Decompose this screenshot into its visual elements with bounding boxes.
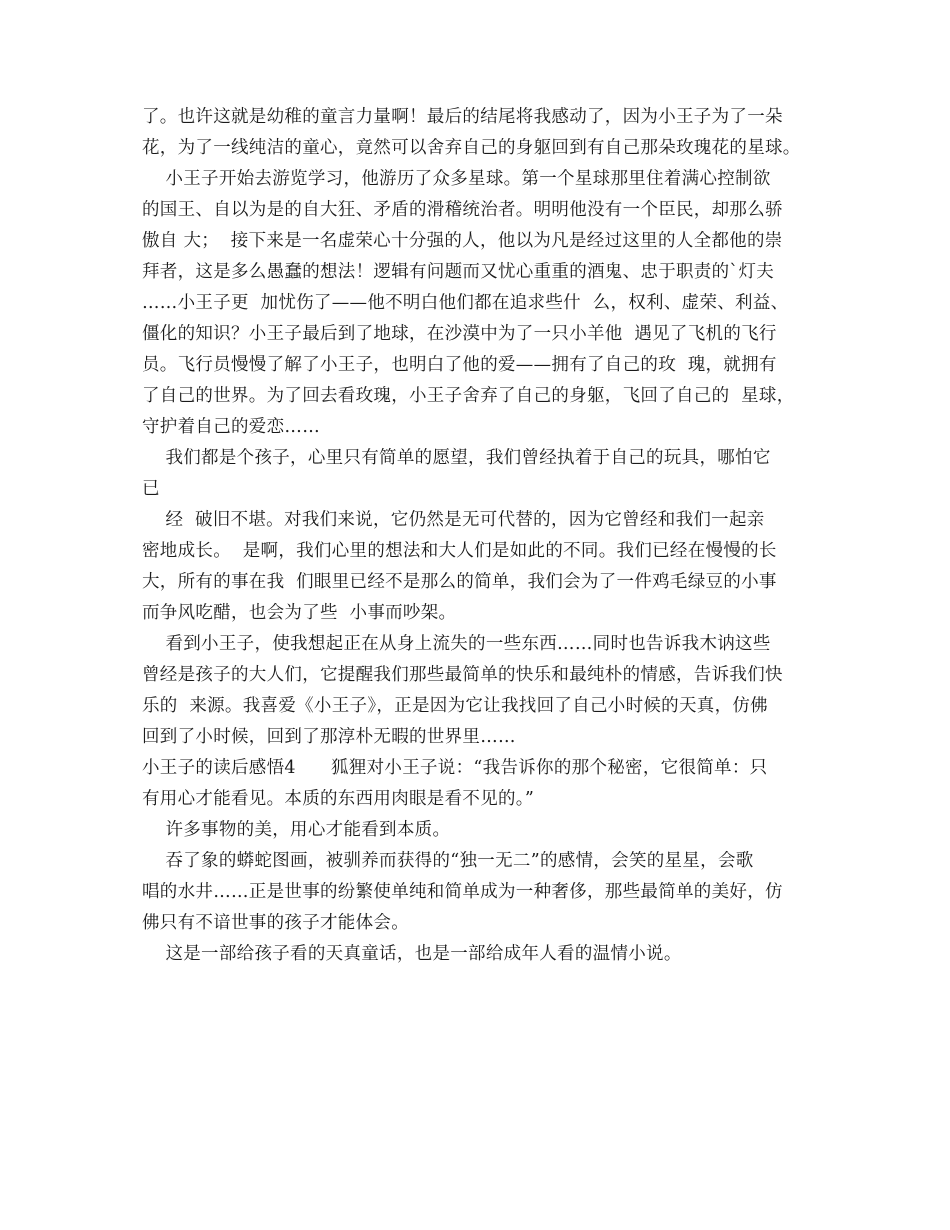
text-line: 经 破旧不堪。对我们来说，它仍然是无可代替的，因为它曾经和我们一起亲 <box>142 510 765 530</box>
text-line: 吞了象的蟒蛇图画，被驯养而获得的“独一无二”的感情，会笑的星星，会歌 <box>142 851 754 871</box>
text-line: 密地成长。 是啊，我们心里的想法和大人们是如此的不同。我们已经在慢慢的长 <box>142 541 777 561</box>
text-line: ……小王子更 加忧伤了——他不明白他们都在追求些什 么，权利、虚荣、利益、 <box>142 293 789 313</box>
text-line: 小王子开始去游览学习，他游历了众多星球。第一个星球那里住着满心控制欲 <box>142 169 771 189</box>
text-line: 僵化的知识？小王子最后到了地球，在沙漠中为了一只小羊他 遇见了飞机的飞行 <box>142 324 777 344</box>
body-text <box>142 102 824 970</box>
text-line: 看到小王子，使我想起正在从身上流失的一些东西……同时也告诉我木讷这些 <box>142 634 771 654</box>
text-line: 员。飞行员慢慢了解了小王子，也明白了他的爱——拥有了自己的玫 瑰，就拥有 <box>142 355 777 375</box>
text-line: 我们都是个孩子，心里只有简单的愿望，我们曾经执着于自己的玩具，哪怕它 <box>142 448 771 468</box>
text-line: 这是一部给孩子看的天真童话，也是一部给成年人看的温情小说。 <box>142 944 682 964</box>
text-line: 大，所有的事在我 们眼里已经不是那么的简单，我们会为了一件鸡毛绿豆的小事 <box>142 572 777 592</box>
section-heading-line: 小王子的读后感悟4 狐狸对小王子说：“我告诉你的那个秘密，它很简单：只 <box>142 758 768 778</box>
text-line: 有用心才能看见。本质的东西用肉眼是看不见的。” <box>142 789 535 809</box>
text-line: 曾经是孩子的大人们，它提醒我们那些最简单的快乐和最纯朴的情感，告诉我们快 <box>142 665 783 685</box>
text-line: 了。也许这就是幼稚的童言力量啊！最后的结尾将我感动了，因为小王子为了一朵 <box>142 107 783 127</box>
text-line: 花，为了一线纯洁的童心，竟然可以舍弃自己的身躯回到有自己那朵玫瑰花的星球。 <box>142 138 801 158</box>
text-line: 而争风吃醋，也会为了些 小事而吵架。 <box>142 603 457 623</box>
text-line: 已 <box>142 479 160 499</box>
text-line: 了自己的世界。为了回去看玫瑰，小王子舍弃了自己的身躯，飞回了自己的 星球， <box>142 386 795 406</box>
text-line: 的国王、自以为是的自大狂、矛盾的滑稽统治者。明明他没有一个臣民，却那么骄 <box>142 200 783 220</box>
text-line: 拜者，这是多么愚蠢的想法！逻辑有问题而又忧心重重的酒鬼、忠于职责的`灯夫 <box>142 262 775 282</box>
text-line: 许多事物的美，用心才能看到本质。 <box>142 820 451 840</box>
text-line: 佛只有不谙世事的孩子才能体会。 <box>142 913 409 933</box>
text-line: 乐的 来源。我喜爱《小王子》，正是因为它让我找回了自己小时候的天真，仿佛 <box>142 696 768 716</box>
text-line: 回到了小时候，回到了那淳朴无暇的世界里…… <box>142 727 516 747</box>
text-line: 唱的水井……正是世事的纷繁使单纯和简单成为一种奢侈，那些最简单的美好，仿 <box>142 882 783 902</box>
text-line: 傲自 大； 接下来是一名虚荣心十分强的人，他以为凡是经过这里的人全都他的崇 <box>142 231 783 251</box>
text-line: 守护着自己的爱恋…… <box>142 417 320 437</box>
